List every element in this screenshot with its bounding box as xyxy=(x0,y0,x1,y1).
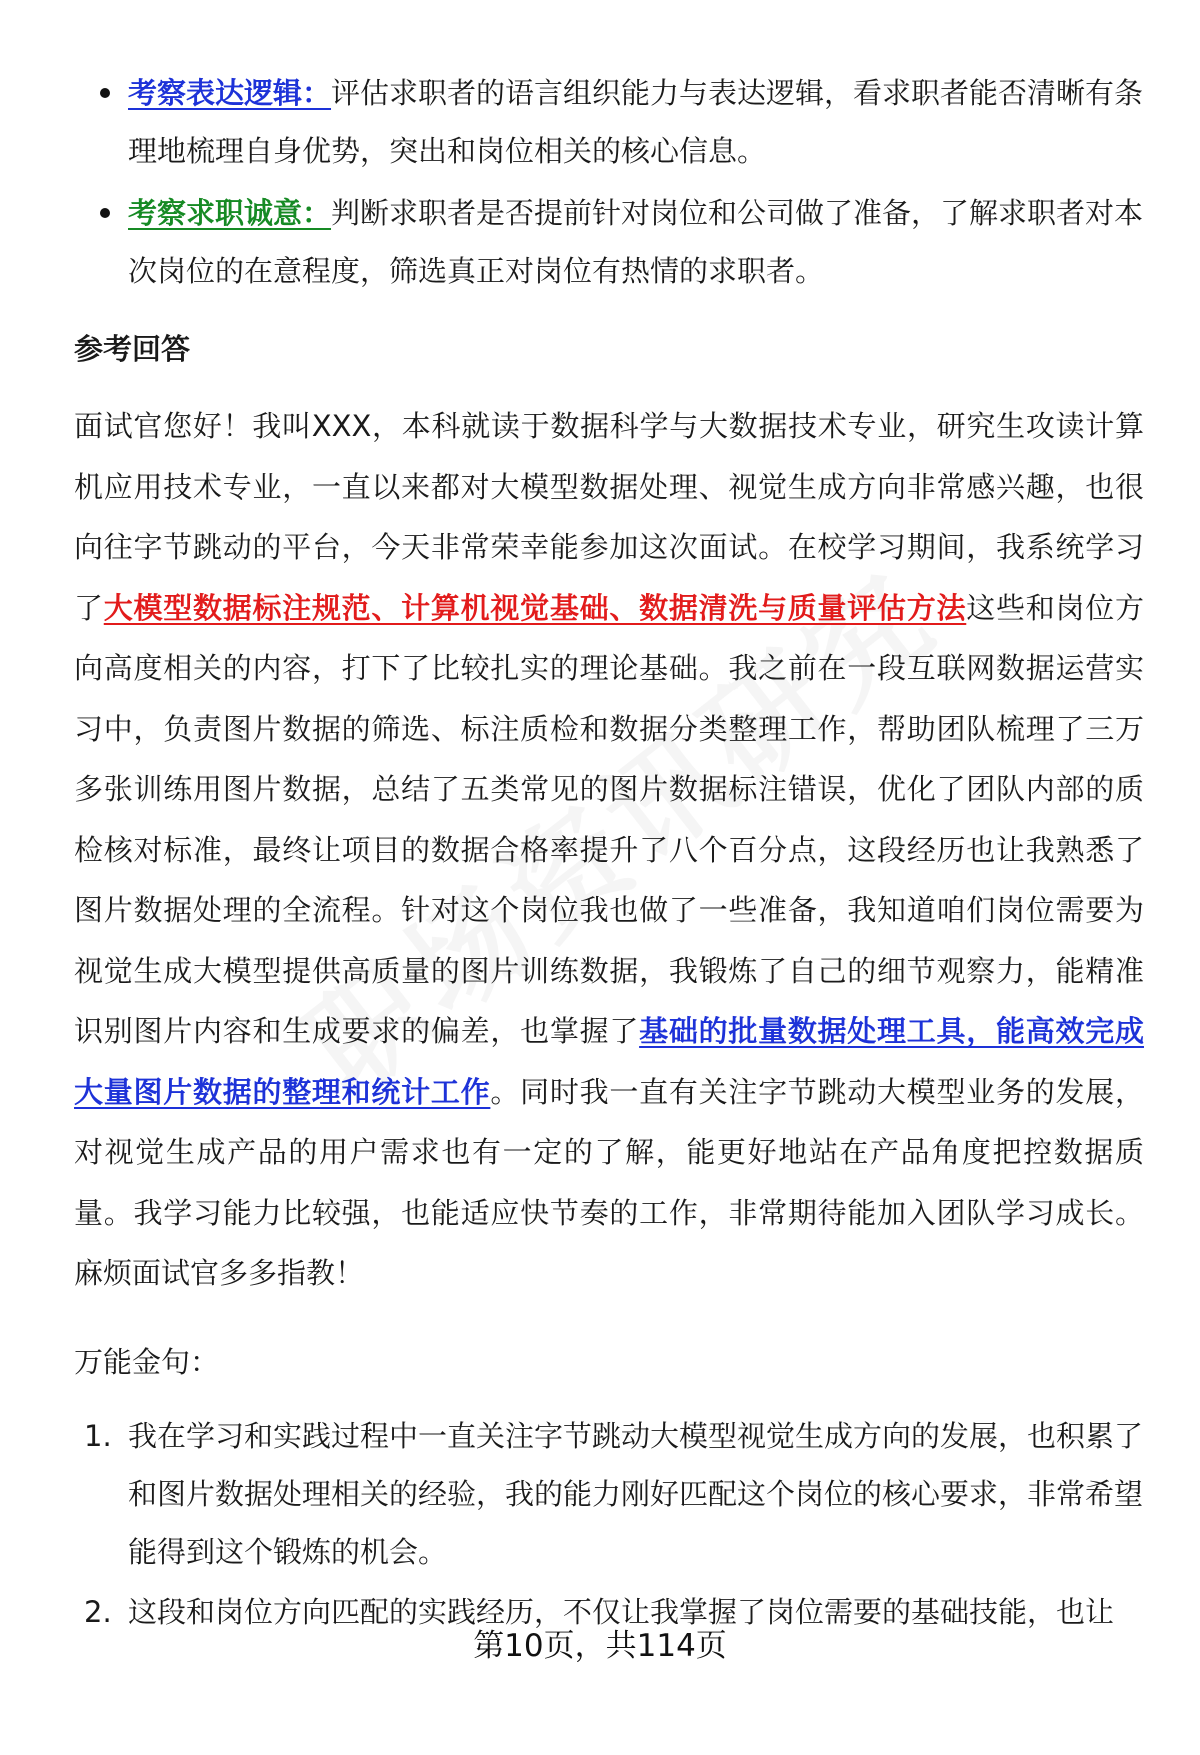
answer-paragraph xyxy=(74,396,1144,1304)
answer-text: 面试官您好！我叫XXX，本科就读于数据科学与大数据技术专业，研究生攻读计算机应用技术专业，一直以来都对大模型数据处理、视觉生成方向非常感兴趣，也很向往字节跳动的平台，今天非常荣幸能参加这次面试。在校学习期间，我系统学习了 xyxy=(74,409,1144,625)
list-item xyxy=(74,64,1144,180)
content xyxy=(74,64,1144,1643)
page-footer: 第10页，共114页 xyxy=(473,1628,727,1664)
bullet-dot-icon xyxy=(100,208,110,218)
golden-list xyxy=(74,1407,1144,1641)
criteria-text: 判断求职者是否提前针对岗位和公司做了准备，了解求职者对本次岗位的在意程度，筛选真正对岗位有热情的求职者。 xyxy=(128,196,1144,288)
criteria-keyword: 考察表达逻辑： xyxy=(128,76,332,110)
answer-text: 。同时我一直有关注字节跳动大模型业务的发展，对视觉生成产品的用户需求也有一定的了解，能更好地站在产品角度把控数据质量。我学习能力比较强，也能适应快节奏的工作，非常期待能加入团队学习成长。麻烦面试官多多指教！ xyxy=(74,1074,1144,1290)
answer-highlight-red: 大模型数据标注规范、计算机视觉基础、数据清洗与质量评估方法 xyxy=(103,590,967,625)
list-text: 我在学习和实践过程中一直关注字节跳动大模型视觉生成方向的发展，也积累了和图片数据处理相关的经验，我的能力刚好匹配这个岗位的核心要求，非常希望能得到这个锻炼的机会。 xyxy=(128,1418,1144,1569)
answer-text: 这些和岗位方向高度相关的内容，打下了比较扎实的理论基础。我之前在一段互联网数据运营实习中，负责图片数据的筛选、标注质检和数据分类整理工作，帮助团队梳理了三万多张训练用图片数据，总结了五类常见的图片数据标注错误，优化了团队内部的质检核对标准，最终让项目的数据合格率提升了八个百分点，这段经历也让我熟悉了图片数据处理的全流程。针对这个岗位我也做了一些准备，我知道咱们岗位需要为视觉生成大模型提供高质量的图片训练数据，我锻炼了自己的细节观察力，能精准识别图片内容和生成要求的偏差，也掌握了 xyxy=(74,590,1144,1048)
list-number: 2. xyxy=(84,1594,112,1629)
bullet-dot-icon xyxy=(100,88,110,98)
criteria-text: 评估求职者的语言组织能力与表达逻辑，看求职者能否清晰有条理地梳理自身优势，突出和岗位相关的核心信息。 xyxy=(128,76,1144,168)
answer-highlight-blue: 基础的批量数据处理工具，能高效完成大量图片数据的整理和统计工作 xyxy=(74,1014,1144,1109)
section-title: 参考回答 xyxy=(74,332,191,366)
list-number: 1. xyxy=(84,1418,112,1453)
list-item xyxy=(74,1407,1144,1581)
criteria-list xyxy=(74,64,1144,300)
list-item xyxy=(74,184,1144,300)
criteria-keyword: 考察求职诚意： xyxy=(128,196,332,230)
list-text: 这段和岗位方向匹配的实践经历，不仅让我掌握了岗位需要的基础技能，也让 xyxy=(128,1594,1115,1629)
golden-label: 万能金句： xyxy=(74,1344,220,1379)
